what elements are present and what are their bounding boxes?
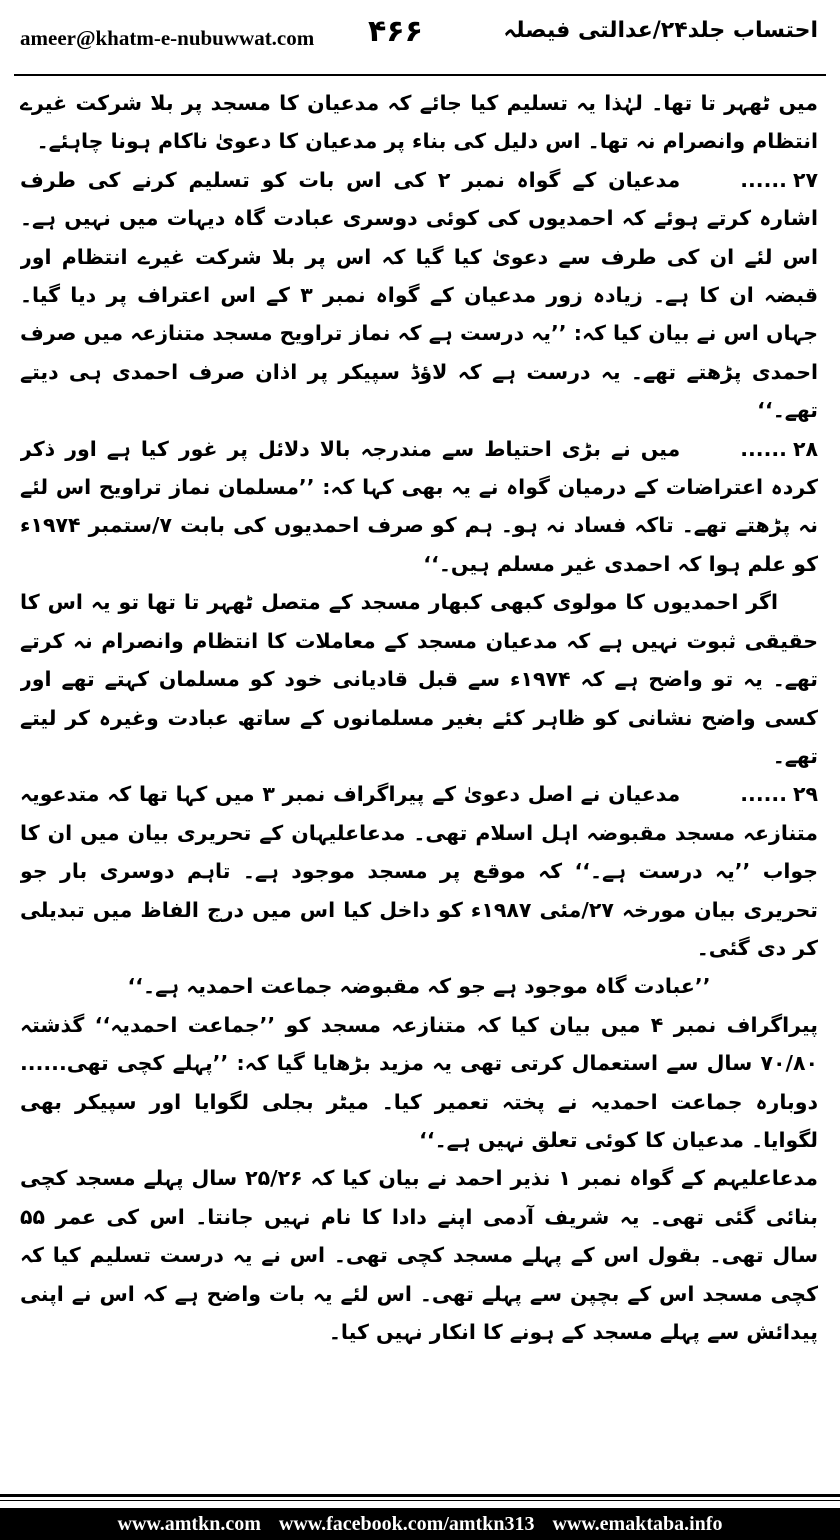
footer-bar (0, 1508, 840, 1540)
page-number: ۴۶۶ (368, 14, 423, 49)
paragraph-continuation: میں ٹھہر تا تھا۔ لہٰذا یہ تسلیم کیا جائے کہ مدعیان کا مسجد پر بلا شرکت غیرے انتظام وانصرام نہ تھا۔ اس دلیل کی بناء پر مدعیان کا دعویٰ ناکام ہونا چاہئے۔ (20, 91, 818, 154)
page-body (20, 84, 818, 1464)
footer-link-facebook[interactable]: www.facebook.com/amtkn313 (278, 1512, 535, 1535)
paragraph-number: ۲۹ (792, 782, 818, 807)
paragraph-witness-1: مدعاعلیہم کے گواہ نمبر ۱ نذیر احمد نے بیان کیا کہ ۲۵/۲۶ سال پہلے مسجد کچی بنائی گئی تھی۔ یہ شریف آدمی اپنے دادا کا نام نہیں جانتا۔ اس کی عمر ۵۵ سال تھی۔ بقول اس کے پہلے مسجد کچی تھی۔ اس نے یہ درست تسلیم کیا کہ کچی مسجد اس کے بچپن سے پہلے تھی۔ اس لئے یہ بات واضح ہے کہ اس نے اپنی پیدائش سے پہلے مسجد کے ہونے کا انکار نہیں کیا۔ (20, 1166, 818, 1344)
footer-rules (0, 1494, 840, 1504)
paragraph-text: مدعیان کے گواہ نمبر ۲ کی اس بات کو تسلیم کرنے کی طرف اشارہ کرتے ہوئے کہ احمدیوں کی کوئی دوسری عبادت گاہ دیہات میں نہیں ہے۔ اس لئے ان کی طرف سے دعویٰ کیا گیا کہ اس پر بلا شرکت غیرے انتظام اور قبضہ ان کا ہے۔ زیادہ زور مدعیان کے گواہ نمبر ۳ کے اس اعتراف پر دیا گیا۔ جہاں اس نے بیان کیا کہ: ’’یہ درست ہے کہ نماز تراویح مسجد متنازعہ میں صرف احمدی پڑھتے تھے۔ یہ درست ہے کہ لاؤڈ سپیکر پر اذان صرف احمدی ہی دیتے تھے۔‘‘ (20, 167, 818, 423)
block-quote: ’’عبادت گاہ موجود ہے جو کہ مقبوضہ جماعت احمدیہ ہے۔‘‘ (127, 974, 711, 999)
paragraph-4-statement: پیراگراف نمبر ۴ میں بیان کیا کہ متنازعہ مسجد کو ’’جماعت احمدیہ‘‘ گذشتہ ۷۰/۸۰ سال سے استعمال کرتی تھی یہ مزید بڑھایا گیا کہ: ’’پہلے کچی تھی...... دوبارہ جماعت احمدیہ نے پختہ تعمیر کیا۔ میٹر بجلی لگوایا اور سپیکر بھی لگوایا۔ مدعیان کا کوئی تعلق نہیں ہے۔‘‘ (20, 1012, 818, 1152)
header-email: ameer@khatm-e-nubuwwat.com (20, 26, 315, 50)
paragraph-text: مدعیان نے اصل دعویٰ کے پیراگراف نمبر ۳ میں کہا تھا کہ متدعویہ متنازعہ مسجد مقبوضہ اہل اسلام تھی۔ مدعاعلیہان کے تحریری بیان میں ان کا جواب ’’یہ درست ہے۔‘‘ کہ موقع پر مسجد موجود ہے۔ تاہم دوسری بار جو تحریری بیان مورخہ ۲۷/مئی ۱۹۸۷ء کو داخل کیا اس میں درج الفاظ میں تبدیلی کر دی گئی۔ (20, 782, 818, 960)
header-rule (14, 74, 826, 76)
paragraph-number: ۲۷ (792, 167, 818, 192)
paragraph-29: ۲۹......مدعیان نے اصل دعویٰ کے پیراگراف نمبر ۳ میں کہا تھا کہ متدعویہ متنازعہ مسجد مقبوضہ اہل اسلام تھی۔ مدعاعلیہان کے تحریری بیان میں ان کا جواب ’’یہ درست ہے۔‘‘ کہ موقع پر مسجد موجود ہے۔ تاہم دوسری بار جو تحریری بیان مورخہ ۲۷/مئی ۱۹۸۷ء کو داخل کیا اس میں درج الفاظ میں تبدیلی کر دی گئی۔ (20, 775, 818, 967)
footer-link-amtkn[interactable]: www.amtkn.com (117, 1512, 261, 1535)
footer-link-emaktaba[interactable]: www.emaktaba.info (552, 1512, 723, 1535)
book-title: احتساب جلد۲۴/عدالتی فیصلہ (503, 18, 818, 43)
paragraph-ahmadi-maulvi: اگر احمدیوں کا مولوی کبھی کبھار مسجد کے متصل ٹھہر تا تھا تو یہ اس کا حقیقی ثبوت نہیں ہے کہ مدعیان مسجد کے معاملات کا انتظام وانصرام نہ کرتے تھے۔ یہ تو واضح ہے کہ ۱۹۷۴ء سے قبل قادیانی خود کو مسلمان کہتے تھے اور کسی واضح نشانی کو ظاہر کئے بغیر مسلمانوں کے ساتھ عبادت وغیرہ کر لیتے تھے۔ (20, 590, 818, 768)
paragraph-27: ۲۷......مدعیان کے گواہ نمبر ۲ کی اس بات کو تسلیم کرنے کی طرف اشارہ کرتے ہوئے کہ احمدیوں کی کوئی دوسری عبادت گاہ دیہات میں نہیں ہے۔ اس لئے ان کی طرف سے دعویٰ کیا گیا کہ اس پر بلا شرکت غیرے انتظام اور قبضہ ان کا ہے۔ زیادہ زور مدعیان کے گواہ نمبر ۳ کے اس اعتراف پر دیا گیا۔ جہاں اس نے بیان کیا کہ: ’’یہ درست ہے کہ نماز تراویح مسجد متنازعہ میں صرف احمدی پڑھتے تھے۔ یہ درست ہے کہ لاؤڈ سپیکر پر اذان صرف احمدی ہی دیتے تھے۔‘‘ (20, 161, 818, 430)
paragraph-number: ۲۸ (792, 436, 818, 461)
page-header (0, 0, 840, 74)
paragraph-text: میں نے بڑی احتیاط سے مندرجہ بالا دلائل پر غور کیا ہے اور ذکر کردہ اعتراضات کے درمیان گواہ نے یہ بھی کہا کہ: ’’مسلمان نماز تراویح اس لئے نہ پڑھتے تھے۔ تاکہ فساد نہ ہو۔ ہم کو صرف احمدیوں کی بابت ۷/ستمبر ۱۹۷۴ء کو علم ہوا کہ احمدی غیر مسلم ہیں۔‘‘ (20, 436, 818, 576)
paragraph-28: ۲۸......میں نے بڑی احتیاط سے مندرجہ بالا دلائل پر غور کیا ہے اور ذکر کردہ اعتراضات کے درمیان گواہ نے یہ بھی کہا کہ: ’’مسلمان نماز تراویح اس لئے نہ پڑھتے تھے۔ تاکہ فساد نہ ہو۔ ہم کو صرف احمدیوں کی بابت ۷/ستمبر ۱۹۷۴ء کو علم ہوا کہ احمدی غیر مسلم ہیں۔‘‘ (20, 430, 818, 584)
